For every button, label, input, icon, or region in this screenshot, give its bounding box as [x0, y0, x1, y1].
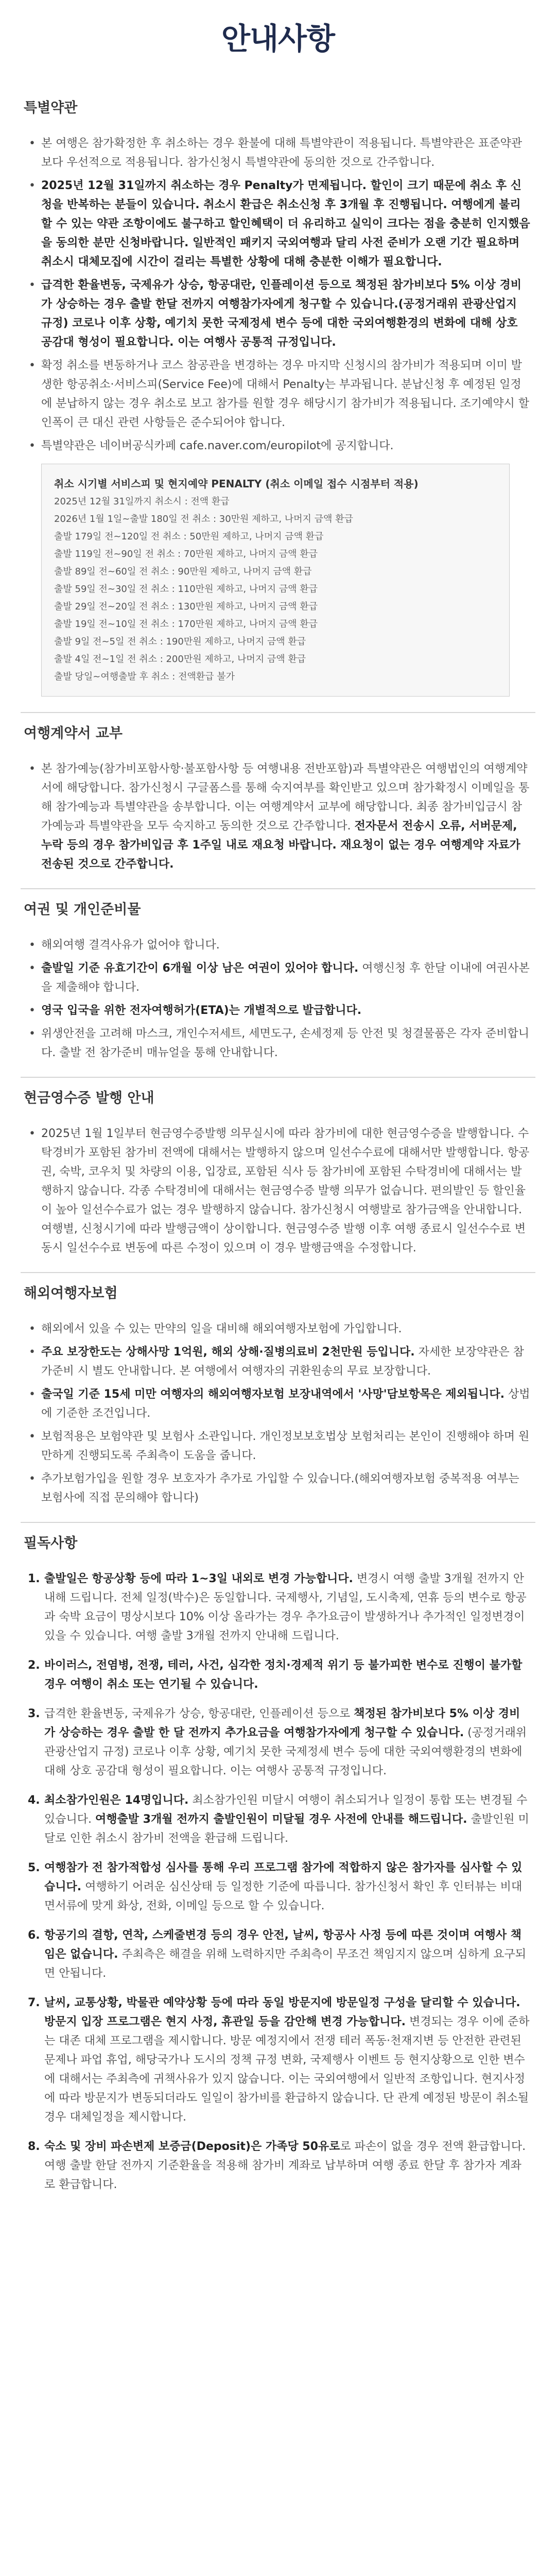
numbered-item: [26, 1993, 530, 2127]
body-text: 특별약관은 네이버공식카페 cafe.naver.com/europilot에 공지합니다.: [41, 439, 394, 452]
section-heading: 해외여행자보험: [21, 1272, 535, 1314]
numbered-item: [26, 1791, 530, 1848]
body-text: 로 파손이 없을 경우 전액 환급합니다. 여행 출발 한달 전까지 기준환율을 적용해 참가비 계좌로 납부하며 여행 종료 한달 후 참가자 계좌로 환급합니다.: [44, 2140, 526, 2191]
emphasis-text: 바이러스, 전염병, 전쟁, 테러, 사건, 심각한 정치·경제적 위기 등 불가피한 변수로 진행이 불가할 경우 여행이 취소 또는 연기될 수 있습니다.: [44, 1659, 523, 1691]
body-text: 본 여행은 참가확정한 후 취소하는 경우 환불에 대해 특별약관이 적용됩니다. 특별약관은 표준약관보다 우선적으로 적용됩니다. 참가신청시 특별약관에 동의한 것으로 간주합니다.: [41, 137, 523, 169]
bullet-item: [26, 1001, 530, 1020]
fee-row: 2025년 12월 31일까지 취소시 : 전액 환급: [54, 496, 230, 507]
bullet-item: [26, 1319, 530, 1338]
bullet-item: [26, 276, 530, 352]
fee-row: 출발 89일 전~60일 전 취소 : 90만원 제하고, 나머지 금액 환급: [54, 566, 312, 577]
bullet-item: [26, 1469, 530, 1507]
cancellation-fee-table: [41, 464, 510, 697]
numbered-item: [26, 1926, 530, 1983]
emphasis-text: 2025년 12월 31일까지 취소하는 경우 Penalty가 면제됩니다. 할인이 크기 때문에 취소 후 신청을 반복하는 분들이 있습니다. 취소시 환급은 취소신청 후 3개월 후 진행됩니다. 여행에게 불리할 수 있는 약관 조항이에도 불구하고 할인혜택이 더 유리하고 실익이 크다는 점을 충분히 인지했음을 동의한 분만 신청바랍니다. 일반적인 패키지 국외여행과 달리 사전 준비가 오랜 기간 필요하며 취소시 대체모집에 시간이 걸리는 특별한 상황에 대해 충분한 이해가 필요합니다.: [41, 179, 530, 268]
page-title: 안내사항: [221, 21, 335, 56]
emphasis-text: 여행참가 전 참가적합성 심사를 통해 우리 프로그램 참가에 적합하지 않은 참가자를 심사할 수 있습니다.: [44, 1861, 523, 1893]
bullet-item: [26, 1343, 530, 1381]
body-text: 확정 취소를 변동하거나 코스 참공관을 변경하는 경우 마지막 신청시의 참가비가 적용되며 이미 발생한 항공취소·서비스피(Service Fee)에 대해서 Penalty는 부과됩니다. 분납신청 후 예정된 일정에 분납하지 않는 경우 취소로 보고 참가를 원할 경우 해당시기 참가비가 적용됩니다. 조기예약시 할인폭이 큰 대신 관련 사항들은 준수되어야 합니다.: [41, 359, 529, 429]
body-text: 급격한 환율변동, 국제유가 상승, 항공대란, 인플레이션 등으로: [44, 1707, 354, 1720]
fee-row: 출발 119일 전~90일 전 취소 : 70만원 제하고, 나머지 금액 환급: [54, 549, 318, 560]
body-text: 상법에 기준한 조건입니다.: [41, 1388, 530, 1420]
bullet-item: [26, 436, 530, 455]
emphasis-text: 날씨, 교통상황, 박물관 예약상황 등에 따라 동일 방문지에 방문일정 구성을 달리할 수 있습니다. 방문지 입장 프로그램은 현지 사정, 휴관일 등을 감안해 변경 가능합니다.: [44, 1996, 520, 2028]
fee-table-title: 취소 시기별 서비스피 및 현지예약 PENALTY (취소 이메일 접수 시점부터 적용): [54, 478, 419, 490]
bullet-list: [26, 1124, 530, 1258]
fee-row: 출발 29일 전~20일 전 취소 : 130만원 제하고, 나머지 금액 환급: [54, 601, 318, 612]
item-number: 7.: [28, 1996, 40, 2009]
bullet-item: [26, 1385, 530, 1423]
body-text: 본 참가예능(참가비포함사항·불포함사항 등 여행내용 전반포함)과 특별약관은 여행법인의 여행계약서에 해당합니다. 참가신청시 구글폼스를 통해 숙지여부를 확인받고 있으며 참가확정시 이메일을 통해 참가예능과 특별약관을 송부합니다. 이는 여행계약서 교부에 해당합니다. 최종 참가비입금시 참가예능과 특별약관을 모두 숙지하고 동의한 것으로 간주합니다.: [41, 762, 530, 833]
body-text: 보험적용은 보험약관 및 보험사 소관입니다. 개인정보보호법상 보험처리는 본인이 진행해야 하며 원만하게 진행되도록 주최측이 도움을 줍니다.: [41, 1430, 530, 1462]
fee-row: 출발 179일 전~120일 전 취소 : 50만원 제하고, 나머지 금액 환급: [54, 531, 324, 542]
body-text: 여행신청 후 한달 이내에 여권사본을 제출해야 합니다.: [41, 962, 530, 994]
section-cash-receipt: [21, 1077, 535, 1272]
body-text: 여행하기 어려운 심신상태 등 일정한 기준에 따릅니다. 참가신청서 확인 후 인터뷰는 비대면서류에 맞게 화상, 전화, 이메일 등으로 할 수 있습니다.: [44, 1880, 523, 1912]
bullet-item: [26, 959, 530, 997]
emphasis-text: 출발일 기준 유효기간이 6개월 이상 남은 여권이 있어야 합니다.: [41, 962, 359, 975]
emphasis-text: 숙소 및 장비 파손변제 보증금(Deposit)은 가족당 50유로: [44, 2140, 340, 2153]
section-heading: 특별약관: [24, 100, 78, 116]
fee-row: 2026년 1월 1일~출발 180일 전 취소 : 30만원 제하고, 나머지 금액 환급: [54, 514, 353, 524]
body-text: 위생안전을 고려해 마스크, 개인수저세트, 세면도구, 손세정제 등 안전 및 청결물품은 각자 준비합니다. 출발 전 참가준비 매뉴얼을 통해 안내합니다.: [41, 1027, 529, 1059]
item-number: 8.: [28, 2140, 40, 2153]
bullet-item: [26, 936, 530, 955]
numbered-list: [26, 1569, 530, 2194]
body-text: 최소참가인원 미달시 여행이 취소되거나 일정이 통합 또는 변경될 수 있습니다.: [44, 1794, 528, 1826]
section-heading: 여권 및 개인준비물: [21, 888, 535, 930]
item-number: 4.: [28, 1794, 40, 1807]
numbered-item: [26, 2137, 530, 2194]
body-text: 출발인원 미달로 인한 취소시 참가비 전액을 환급해 드립니다.: [44, 1813, 529, 1845]
content: [0, 88, 556, 2215]
body-text: 변경되는 경우 이에 준하는 대존 대체 프로그램을 제시합니다. 방문 예정지에서 전쟁 테러 폭동·천재지변 등 안전한 관련된 문제나 파업 휴업, 해당국가나 도시의 정책 규정 변화, 국제행사 이벤트 등 현지상황으로 인한 변수에 대해서는 주최측에 귀책사유가 있지 않습니다. 이는 국외여행에서 일반적 조항입니다. 현지사정에 따라 방문지가 변동되더라도 일일이 참가비를 환급하지 않습니다. 단 관계 예정된 방문이 취소될 경우 대체일정을 제시합니다.: [44, 2015, 530, 2124]
section-contract: [21, 712, 535, 888]
bullet-item: [26, 356, 530, 432]
fee-row: 출발 9일 전~5일 전 취소 : 190만원 제하고, 나머지 금액 환급: [54, 636, 306, 647]
bullet-item: [26, 759, 530, 874]
bullet-item: [26, 1124, 530, 1258]
section-insurance: [21, 1272, 535, 1522]
bullet-item: [26, 176, 530, 272]
item-number: 5.: [28, 1861, 40, 1874]
section-heading: 필독사항: [21, 1522, 535, 1564]
emphasis-text: 출발일은 항공상황 등에 따라 1~3일 내외로 변경 가능합니다.: [44, 1572, 353, 1585]
bullet-item: [26, 1024, 530, 1062]
emphasis-text: 급격한 환율변동, 국제유가 상승, 항공대란, 인플레이션 등으로 책정된 참가비보다 5% 이상 경비가 상승하는 경우 출발 한달 전까지 여행참가자에게 청구할 수 있습니다.(공정거래위 관광산업지 규정) 코로나 이후 상황, 예기치 못한 국제정세 변수 등에 대한 국외여행환경의 변화에 대해 상호 공감대 형성이 필요합니다. 이는 여행사 공통적 규정입니다.: [41, 279, 522, 349]
body-text: 해외여행 결격사유가 없어야 합니다.: [41, 939, 220, 952]
fee-row: 출발 당일~여행출발 후 취소 : 전액환급 불가: [54, 671, 235, 682]
body-text: 주최측은 해결을 위해 노력하지만 주최측이 무조건 책임지지 않으며 심하게 요구되면 안됩니다.: [44, 1948, 527, 1980]
item-number: 3.: [28, 1707, 40, 1720]
section-required-reading: [21, 1522, 535, 2215]
body-text: 추가보험가입을 원할 경우 보호자가 추가로 가입할 수 있습니다.(해외여행자보험 중복적용 여부는 보험사에 직접 문의해야 합니다): [41, 1472, 519, 1504]
bullet-list: [26, 1319, 530, 1507]
emphasis-text: 최소참가인원은 14명입니다.: [44, 1794, 189, 1807]
emphasis-text: 주요 보장한도는 상해사망 1억원, 해외 상해·질병의료비 2천만원 등입니다.: [41, 1346, 415, 1359]
emphasis-text: 항공기의 결항, 연착, 스케줄변경 등의 경우 안전, 날씨, 항공사 사정 등에 따른 것이며 여행사 책임은 없습니다.: [44, 1929, 522, 1961]
body-text: 해외에서 있을 수 있는 만약의 일을 대비해 해외여행자보험에 가입합니다.: [41, 1323, 402, 1335]
emphasis-text: 여행출발 3개월 전까지 출발인원이 미달될 경우 사전에 안내를 해드립니다.: [95, 1813, 467, 1826]
emphasis-text: 출국일 기준 15세 미만 여행자의 해외여행자보험 보장내역에서 '사망'담보항목은 제외됩니다.: [41, 1388, 505, 1401]
section-heading: 현금영수증 발행 안내: [21, 1077, 535, 1119]
bullet-item: [26, 1427, 530, 1465]
numbered-item: [26, 1704, 530, 1781]
numbered-item: [26, 1858, 530, 1916]
body-text: (공정거래위 관광산업지 규정) 코로나 이후 상황, 예기치 못한 국제정세 변수 등에 대한 국외여행환경의 변화에 대해 상호 공감대 형성이 필요합니다. 이는 여행사 공통적 규정입니다.: [44, 1726, 527, 1777]
numbered-item: [26, 1569, 530, 1646]
section-special-terms: [21, 88, 535, 712]
fee-table-rows: [54, 493, 497, 686]
body-text: 자세한 보장약관은 참가준비 시 별도 안내합니다. 본 여행에서 여행자의 귀환원송의 무료 보장합니다.: [41, 1346, 524, 1378]
fee-row: 출발 4일 전~1일 전 취소 : 200만원 제하고, 나머지 금액 환급: [54, 654, 306, 665]
section-passport: [21, 888, 535, 1077]
item-number: 2.: [28, 1659, 40, 1672]
section-heading: 여행계약서 교부: [21, 712, 535, 754]
item-number: 1.: [28, 1572, 40, 1585]
body-text: 변경시 여행 출발 3개월 전까지 안내해 드립니다. 전체 일정(박수)은 동일합니다. 국제행사, 기념일, 도시축제, 연휴 등의 변수로 항공과 숙박 요금이 명상시보다 10% 이상 올라가는 경우 추가요금이 발생하거나 추가적인 일정변경이 있을 수 있습니다. 여행 출발 3개월 전까지 안내해 드립니다.: [44, 1572, 527, 1642]
emphasis-text: 책정된 참가비보다 5% 이상 경비가 상승하는 경우 출발 한 달 전까지 추가요금을 여행참가자에게 청구할 수 있습니다.: [44, 1707, 520, 1739]
fee-row: 출발 59일 전~30일 전 취소 : 110만원 제하고, 나머지 금액 환급: [54, 584, 318, 595]
emphasis-text: 영국 입국을 위한 전자여행허가(ETA)는 개별적으로 발급합니다.: [41, 1004, 362, 1017]
fee-row: 출발 19일 전~10일 전 취소 : 170만원 제하고, 나머지 금액 환급: [54, 619, 318, 630]
numbered-item: [26, 1656, 530, 1694]
bullet-item: [26, 134, 530, 172]
bullet-list: [26, 134, 530, 455]
body-text: 2025년 1월 1일부터 현금영수증발행 의무실시에 따라 참가비에 대한 현금영수증을 발행합니다. 수탁경비가 포함된 참가비 전액에 대해서는 발행하지 않으며 일선수수료에 대해서만 발행합니다. 항공권, 숙박, 코우치 및 차량의 이용, 입장료, 포함된 식사 등 참가비에 포함된 수탁경비에 대해서는 발행하지 않습니다. 각종 수탁경비에 대해서는 현금영수증 발행 의무가 없습니다. 편의발인 등 할인율이 높아 일선수수료가 없는 경우 발행하지 않습니다. 참가신청시 여행발로 참가금액을 안내합니다. 여행별, 신청시기에 따라 발행금액이 상이합니다. 현금영수증 발행 이후 여행 종료시 일선수수료 변동시 일선수수료 변동에 따른 수정이 있으며 이 경우 발행금액을 수정합니다.: [41, 1127, 530, 1255]
bullet-list: [26, 936, 530, 1062]
emphasis-text: 전자문서 전송시 오류, 서버문제, 누락 등의 경우 참가비입금 후 1주일 내로 재요청 바랍니다. 재요청이 없는 경우 여행계약 자료가 전송된 것으로 간주합니다.: [41, 820, 520, 871]
item-number: 6.: [28, 1929, 40, 1942]
bullet-list: [26, 759, 530, 874]
